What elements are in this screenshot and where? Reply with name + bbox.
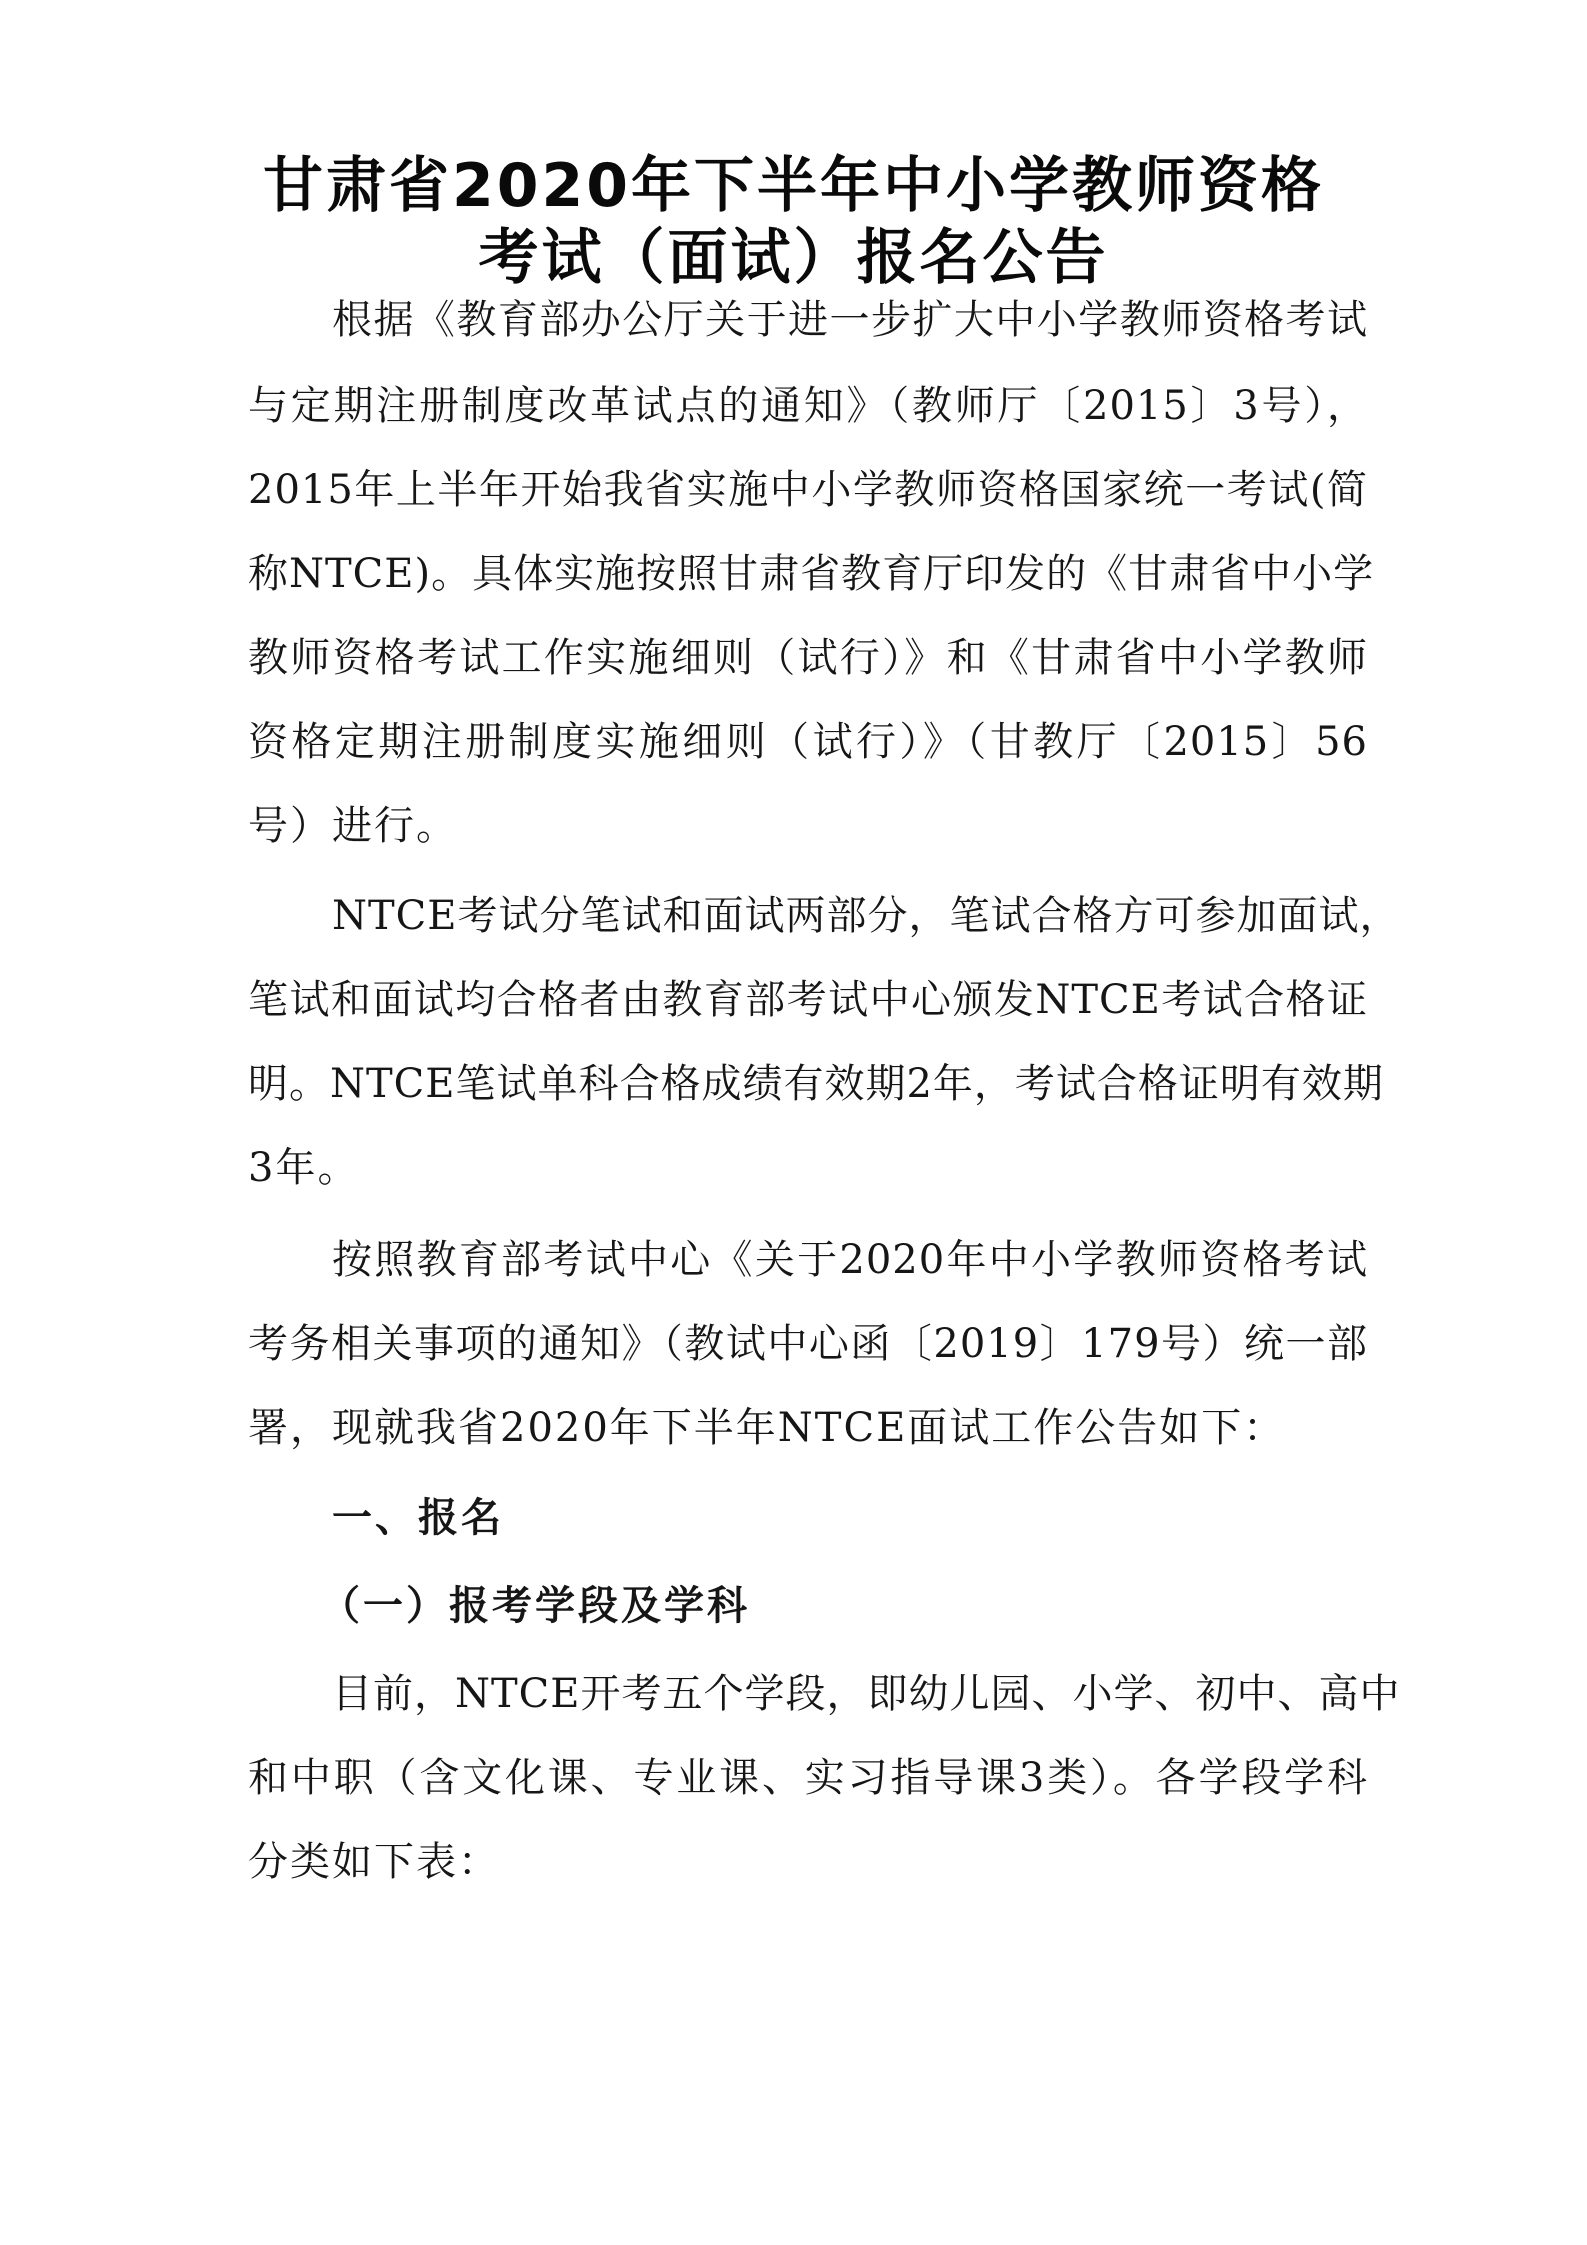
- paragraph-4-line-3: 分类如下表：: [248, 1839, 500, 1885]
- paragraph-1-line-1: 根据《教育部办公厅关于进一步扩大中小学教师资格考试: [332, 297, 1368, 343]
- paragraph-1-line-3: 2015年上半年开始我省实施中小学教师资格国家统一考试(简: [248, 467, 1368, 513]
- paragraph-4-line-1: 目前，NTCE开考五个学段，即幼儿园、小学、初中、高中: [332, 1671, 1401, 1717]
- paragraph-1-line-5: 教师资格考试工作实施细则（试行）》和《甘肃省中小学教师: [248, 635, 1368, 681]
- paragraph-3-line-3: 署，现就我省2020年下半年NTCE面试工作公告如下：: [248, 1405, 1286, 1451]
- subsection-heading: （一）报考学段及学科: [320, 1583, 750, 1629]
- paragraph-2-line-1: NTCE考试分笔试和面试两部分，笔试合格方可参加面试，: [332, 893, 1401, 939]
- document-title-line-2: 考试（面试）报名公告: [478, 223, 1109, 293]
- paragraph-2-line-4: 3年。: [248, 1145, 360, 1191]
- document-title-line-1: 甘肃省2020年下半年中小学教师资格: [263, 151, 1324, 221]
- paragraph-1-line-6: 资格定期注册制度实施细则（试行）》（甘教厅〔2015〕56: [248, 719, 1368, 765]
- paragraph-4-line-2: 和中职（含文化课、专业课、实习指导课3类）。各学段学科: [248, 1755, 1368, 1801]
- paragraph-2-line-2: 笔试和面试均合格者由教育部考试中心颁发NTCE考试合格证: [248, 977, 1368, 1023]
- paragraph-1-line-7: 号）进行。: [248, 803, 458, 849]
- paragraph-3-line-2: 考务相关事项的通知》（教试中心函〔2019〕179号）统一部: [248, 1321, 1368, 1367]
- section-heading: 一、报名: [332, 1495, 504, 1541]
- paragraph-3-line-1: 按照教育部考试中心《关于2020年中小学教师资格考试: [332, 1237, 1368, 1283]
- paragraph-2-line-3: 明。NTCE笔试单科合格成绩有效期2年，考试合格证明有效期: [248, 1061, 1384, 1107]
- paragraph-1-line-4: 称NTCE)。具体实施按照甘肃省教育厅印发的《甘肃省中小学: [248, 551, 1375, 597]
- paragraph-1-line-2: 与定期注册制度改革试点的通知》（教师厅〔2015〕3号），: [248, 383, 1368, 429]
